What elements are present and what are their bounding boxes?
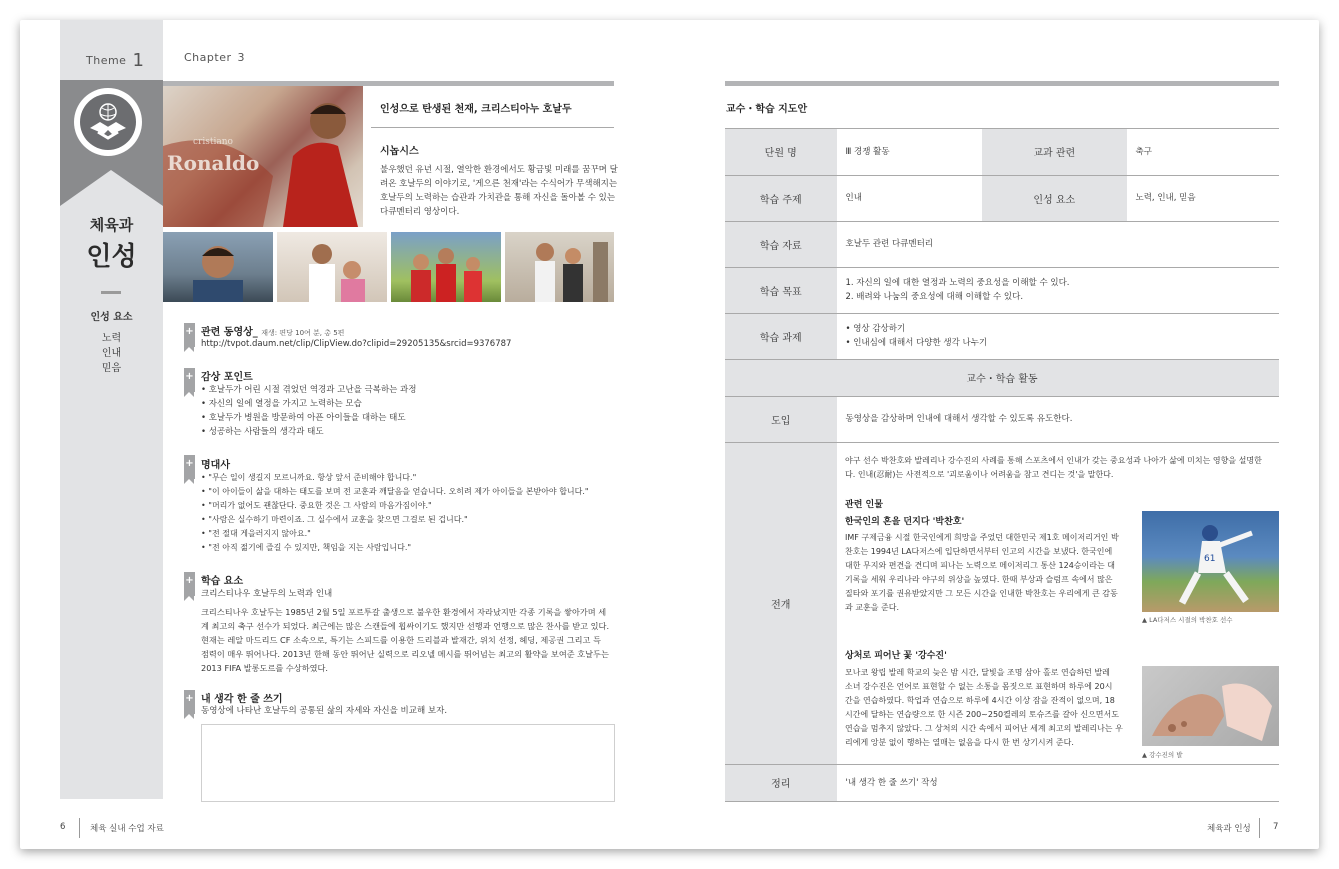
sidebar-item-effort: 노력: [101, 333, 122, 344]
task-label: 학습 과제: [725, 313, 837, 359]
learning-line-3: 현재는 레알 마드리드 CF 소속으로, 특기는 스피드를 이용한 드리블과 발재간, 위치 선정, 헤딩, 제공권 그리고 득: [201, 635, 601, 645]
quotes-heading: 명대사: [201, 460, 230, 471]
sidebar-title-line2: 인성: [86, 242, 137, 272]
kang-photo-caption: ▲ 강수진의 발: [1142, 751, 1183, 759]
list-item: • "전 절대 게을러지지 않아요.": [201, 529, 311, 538]
wrap-value: '내 생각 한 줄 쓰기' 작성: [837, 764, 1279, 801]
title-underline: [371, 127, 614, 128]
wrap-label: 정리: [725, 764, 837, 801]
lesson-plan-title: 교수・학습 지도안: [726, 104, 808, 115]
learning-line-4: 점력이 매우 뛰어나다. 2013년 한해 동안 뛰어난 실력으로 리오넬 메시를 뛰어넘는 최고의 활약을 보여준 호날두는: [201, 649, 609, 659]
plus-bookmark-icon: +: [184, 690, 195, 714]
material-label: 학습 자료: [725, 221, 837, 267]
learning-heading: 학습 요소: [201, 576, 244, 587]
task-line-2: • 인내심에 대해서 다양한 생각 나누기: [845, 338, 988, 348]
appreciation-list: [201, 383, 416, 439]
list-item: • "무슨 일이 생길지 모르니까요. 항상 앞서 준비해야 합니다.": [201, 473, 417, 482]
list-item: • "머리가 없어도 괜찮단다. 중요한 것은 그 사람의 마음가짐이야.": [201, 501, 432, 510]
mythought-prompt: 동영상에 나타난 호날두의 공통된 삶의 자세와 자신을 비교해 보자.: [201, 706, 448, 716]
kang-line-5: 연습을 멈추지 않았다. 그 상처의 시간 속에서 피어난 세계 최고의 발레리나는 우: [845, 724, 1123, 733]
kang-heading: 상처로 피어난 꽃 '강수진': [845, 651, 947, 661]
kang-line-6: 리에게 앙분 없이 행하는 열매는 없음을 다시 한 번 상기시켜 준다.: [845, 738, 1074, 747]
dev-intro-line-2: 다. 인내(忍耐)는 사전적으로 '괴로움이나 어려움을 참고 견디는 것'을 말한다.: [845, 470, 1114, 479]
learning-subheading: 크리스티나우 호날두의 노력과 인내: [201, 589, 333, 599]
dev-label: 전개: [725, 442, 837, 764]
unit-label: 단원 명: [725, 129, 837, 175]
learning-line-1: 크리스티나우 호날두는 1985년 2월 5일 포르투갈 출생으로 불우한 환경에서 자라났지만 각종 기록을 쌓아가며 세: [201, 607, 607, 617]
subject-value: 축구: [1127, 129, 1279, 175]
synopsis-line-1: 불우했던 유년 시절, 열악한 환경에서도 황금빛 미래를 꿈꾸며 달: [380, 165, 618, 175]
theme-label: Theme 1: [86, 50, 145, 71]
related-heading: 관련 인물: [845, 500, 883, 510]
subject-label: 교과 관련: [982, 129, 1127, 175]
topic-value: 인내: [837, 175, 982, 221]
table-row: [725, 267, 1279, 313]
element-label: 인성 요소: [982, 175, 1127, 221]
synopsis-line-2: 려온 호날두의 이야기로, '게으른 천재'라는 수식어가 무색해지는: [380, 179, 618, 189]
park-line-6: 과 교훈을 준다.: [845, 603, 899, 612]
kang-line-4: 시간에 달하는 연습량으로 한 시즌 200~250켤레의 토슈즈를 갈아 신으면서도: [845, 710, 1119, 719]
table-row: [725, 359, 1279, 396]
sidebar-item-trust: 믿음: [101, 363, 122, 374]
right-footer-title: 체육과 인성: [1207, 824, 1251, 834]
learning-line-2: 계 최고의 축구 선수가 되었다. 최근에는 많은 스캔들에 휩싸이기도 했지만 선행과 언행으로 많은 찬사를 받고 있다.: [201, 621, 610, 631]
kang-line-2: 소녀 강수진은 언어로 표현할 수 없는 소통을 몸짓으로 표현하며 하루에 20시: [845, 682, 1113, 691]
footer-divider: [1259, 818, 1260, 838]
sidebar-banner-notch: [60, 170, 163, 206]
plus-bookmark-icon: +: [184, 572, 195, 596]
list-item: • 호날두가 어린 시절 겪었던 역경과 고난을 극복하는 과정: [201, 385, 417, 395]
park-heading: 한국인의 혼을 던지다 '박찬호': [845, 517, 965, 527]
plus-bookmark-icon: +: [184, 323, 195, 347]
synopsis-line-3: 호날두의 노력하는 습관과 가치관을 통해 자신을 돌아볼 수 있는: [380, 193, 616, 203]
left-title: 인성으로 탄생된 천재, 크리스티아누 호날두: [380, 104, 572, 115]
park-chanho-photo: [1142, 511, 1279, 612]
handshake-ball-icon: [80, 94, 136, 150]
thumb-kids-team: [391, 232, 501, 302]
intro-label: 도입: [725, 396, 837, 442]
goal-value: [837, 267, 1279, 313]
video-meta: 재생: 편당 10여 분, 총 5편: [261, 329, 345, 337]
unit-value: Ⅲ 경쟁 활동: [837, 129, 982, 175]
goal-line-1: 1. 자신의 일에 대한 열정과 노력의 중요성을 이해할 수 있다.: [845, 278, 1070, 288]
table-row: [725, 764, 1279, 801]
kang-line-3: 간을 연습하였다. 학업과 연습으로 하루에 4시간 이상 잠을 잔적이 없으며, 18: [845, 696, 1115, 705]
table-row: [725, 221, 1279, 267]
sidebar-divider: [101, 291, 121, 294]
dev-intro-line-1: 야구 선수 박찬호와 발레리나 강수진의 사례를 통해 스포츠에서 인내가 갖는 중요성과 나아가 삶에 미치는 영향을 설명한: [845, 456, 1262, 465]
list-item: • 성공하는 사람들의 생각과 태도: [201, 427, 324, 437]
synopsis-heading: 시놉시스: [380, 146, 419, 157]
park-photo-caption: ▲ LA다저스 시절의 박찬호 선수: [1142, 616, 1233, 624]
svg-text:61: 61: [1204, 554, 1216, 564]
mythought-heading: 내 생각 한 줄 쓰기: [201, 694, 283, 705]
task-line-1: • 영상 감상하기: [845, 324, 906, 334]
sidebar-item-patience: 인내: [101, 348, 122, 359]
kang-sujin-feet-photo: [1142, 666, 1279, 746]
material-value: 호날두 관련 다큐멘터리: [837, 221, 1279, 267]
goal-label: 학습 목표: [725, 267, 837, 313]
park-line-5: 질타와 포기를 권유받았지만 그 모든 시간을 인내한 박찬호는 우리에게 큰 감동: [845, 589, 1118, 598]
table-row: [725, 175, 1279, 221]
appreciation-heading: 감상 포인트: [201, 372, 253, 383]
ronaldo-main-photo: [163, 86, 363, 227]
quotes-list: [201, 471, 589, 555]
thumb-hospital-visit: [277, 232, 387, 302]
park-line-4: 기록을 세워 우리나라 야구의 위상을 높였다. 한때 부상과 슬럼프 속에서 많은: [845, 575, 1113, 584]
park-line-3: 대한 무지와 편견을 견디며 피나는 노력으로 메이저리그 통산 124승이라는 대: [845, 561, 1115, 570]
learning-line-5: 2013 FIFA 발롱도르를 수상하였다.: [201, 663, 329, 673]
mythought-answer-box[interactable]: [201, 724, 615, 802]
list-item: • 자신의 일에 열정을 가지고 노력하는 모습: [201, 399, 362, 409]
kang-line-1: 모나코 왕립 발레 학교의 늦은 밤 시간, 달빛을 조명 삼아 홀로 연습하던 발레: [845, 668, 1110, 677]
activity-header: 교수・학습 활동: [725, 359, 1279, 396]
sidebar-title-line1: 체육과: [89, 216, 134, 234]
list-item: • "사람은 실수하기 마련이죠. 그 실수에서 교훈을 찾으면 그걸로 된 겁니다.": [201, 515, 468, 524]
topic-label: 학습 주제: [725, 175, 837, 221]
thumb-young-ronaldo: [163, 232, 273, 302]
task-value: [837, 313, 1279, 359]
goal-line-2: 2. 배려와 나눔의 중요성에 대해 이해할 수 있다.: [845, 292, 1024, 302]
table-row: [725, 396, 1279, 442]
synopsis-line-4: 다큐멘터리 영상이다.: [380, 207, 460, 217]
left-page-number: 6: [60, 822, 66, 832]
list-item: • "이 아이들이 삶을 대하는 태도를 보며 전 교훈과 깨달음을 얻습니다. 오히려 제가 아이들을 본받아야 합니다.": [201, 487, 589, 496]
video-heading: 관련 동영상_ 재생: 편당 10여 분, 총 5편: [201, 327, 345, 338]
chapter-label: Chapter 3: [184, 51, 245, 64]
plus-bookmark-icon: +: [184, 455, 195, 479]
svg-text:Ronaldo: Ronaldo: [167, 151, 260, 175]
thumb-family: [505, 232, 614, 302]
left-footer-title: 체육 실내 수업 자료: [90, 824, 164, 834]
right-page-number: 7: [1273, 822, 1279, 832]
video-url-link[interactable]: http://tvpot.daum.net/clip/ClipView.do?clipid=29205135&srcid=9376787: [201, 339, 512, 349]
intro-value: 동영상을 감상하며 인내에 대해서 생각할 수 있도록 유도한다.: [837, 396, 1279, 442]
list-item: • 호날두가 병원을 방문하여 아픈 아이들을 대하는 태도: [201, 413, 406, 423]
plus-bookmark-icon: +: [184, 368, 195, 392]
footer-divider: [79, 818, 80, 838]
park-line-1: IMF 구제금융 시절 한국인에게 희망을 주었던 대한민국 제1호 메이저리거인 박: [845, 533, 1119, 542]
park-line-2: 찬호는 1994년 LA다저스에 입단하면서부터 인고의 시간을 보냈다. 한국인에: [845, 547, 1113, 556]
table-row: [725, 129, 1279, 175]
element-value: 노력, 인내, 믿음: [1127, 175, 1279, 221]
right-top-bar: [725, 81, 1279, 86]
list-item: • "전 아직 젊기에 즐길 수 있지만, 책임을 지는 사람입니다.": [201, 543, 412, 552]
svg-text:cristiano: cristiano: [193, 137, 233, 147]
sidebar-section-label: 인성 요소: [90, 312, 133, 323]
table-row: [725, 313, 1279, 359]
